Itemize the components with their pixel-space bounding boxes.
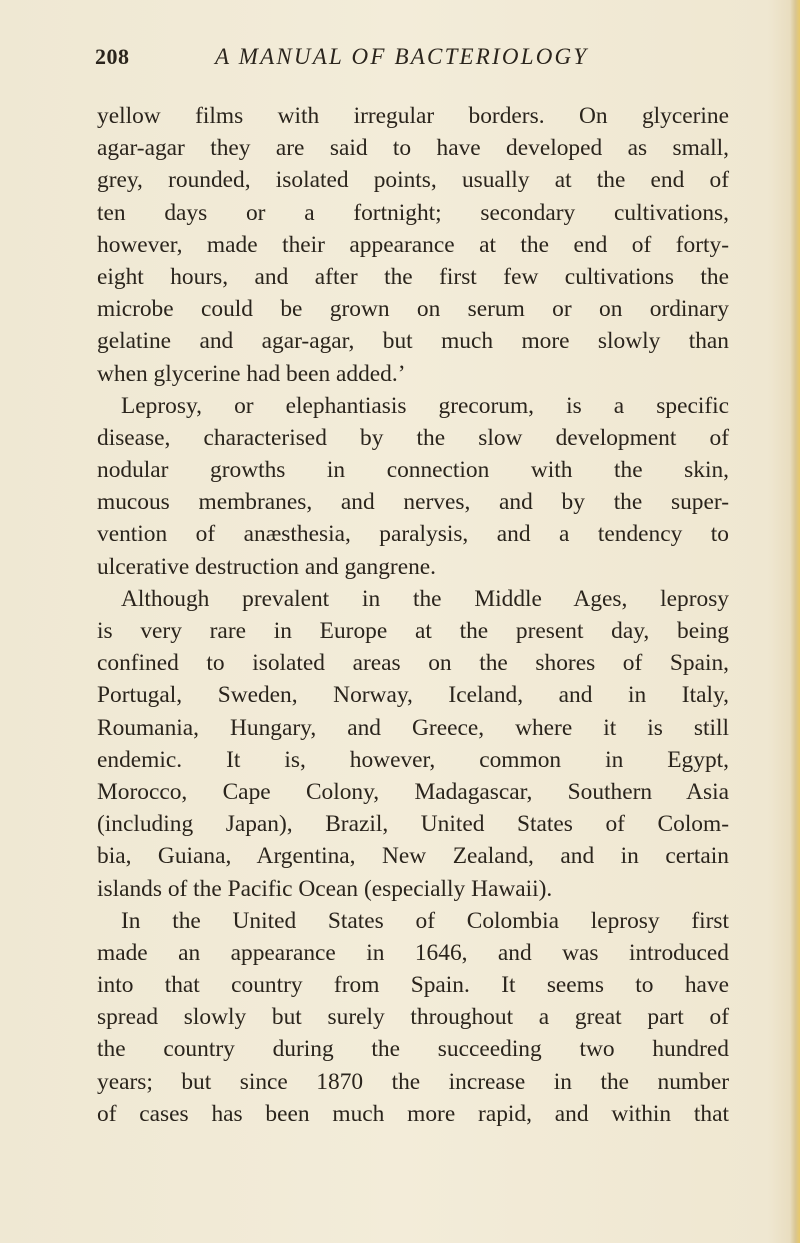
text-line: ulcerative destruction and gangrene. xyxy=(97,553,437,580)
text-line: Morocco, Cape Colony, Madagascar, Southern Asia xyxy=(97,778,729,805)
text-line: when glycerine had been added.’ xyxy=(97,360,406,387)
text-line: agar-agar they are said to have developed as small, xyxy=(97,135,729,162)
text-line: disease, characterised by the slow development of xyxy=(97,424,729,451)
text-line: gelatine and agar-agar, but much more slowly than xyxy=(97,328,729,355)
text-line: mucous membranes, and nerves, and by the super- xyxy=(97,489,729,516)
text-line: is very rare in Europe at the present day, being xyxy=(97,618,729,644)
text-line: of cases has been much more rapid, and within that xyxy=(97,1100,729,1127)
text-line: into that country from Spain. It seems to have xyxy=(97,972,729,999)
text-line: eight hours, and after the first few cultivations the xyxy=(97,263,729,290)
page-number: 208 xyxy=(95,44,130,69)
text-line: confined to isolated areas on the shores of Spain, xyxy=(97,650,729,677)
running-head: A MANUAL OF BACTERIOLOGY xyxy=(215,44,589,69)
text-line: grey, rounded, isolated points, usually at the end of xyxy=(97,167,729,194)
text-line: microbe could be grown on serum or on ordinary xyxy=(97,296,729,323)
text-line: nodular growths in connection with the skin, xyxy=(97,457,729,484)
text-line: years; but since 1870 the increase in the number xyxy=(97,1068,729,1095)
text-line: In the United States of Colombia leprosy first xyxy=(121,907,729,934)
text-line: Portugal, Sweden, Norway, Iceland, and in Italy, xyxy=(97,682,729,709)
text-line: spread slowly but surely throughout a great part of xyxy=(97,1004,729,1031)
text-line: islands of the Pacific Ocean (especially Hawaii). xyxy=(97,875,553,902)
text-line: the country during the succeeding two hundred xyxy=(97,1036,729,1063)
text-line: Roumania, Hungary, and Greece, where it is still xyxy=(97,714,729,741)
text-line: ten days or a fortnight; secondary cultivations, xyxy=(97,199,729,226)
text-line: however, made their appearance at the end of forty- xyxy=(97,231,729,258)
text-line: Although prevalent in the Middle Ages, leprosy xyxy=(121,585,729,612)
page-edge xyxy=(790,0,800,1243)
page-header xyxy=(95,44,735,78)
text-line: Leprosy, or elephantiasis grecorum, is a specific xyxy=(121,392,729,419)
text-line: (including Japan), Brazil, United States of Colom- xyxy=(97,811,729,838)
text-line: bia, Guiana, Argentina, New Zealand, and in certain xyxy=(97,843,729,870)
text-line: endemic. It is, however, common in Egypt, xyxy=(97,746,729,773)
text-line: yellow films with irregular borders. On glycerine xyxy=(97,103,729,129)
text-line: made an appearance in 1646, and was introduced xyxy=(97,939,729,966)
text-line: vention of anæsthesia, paralysis, and a tendency to xyxy=(97,521,729,548)
body-text xyxy=(97,100,729,1130)
